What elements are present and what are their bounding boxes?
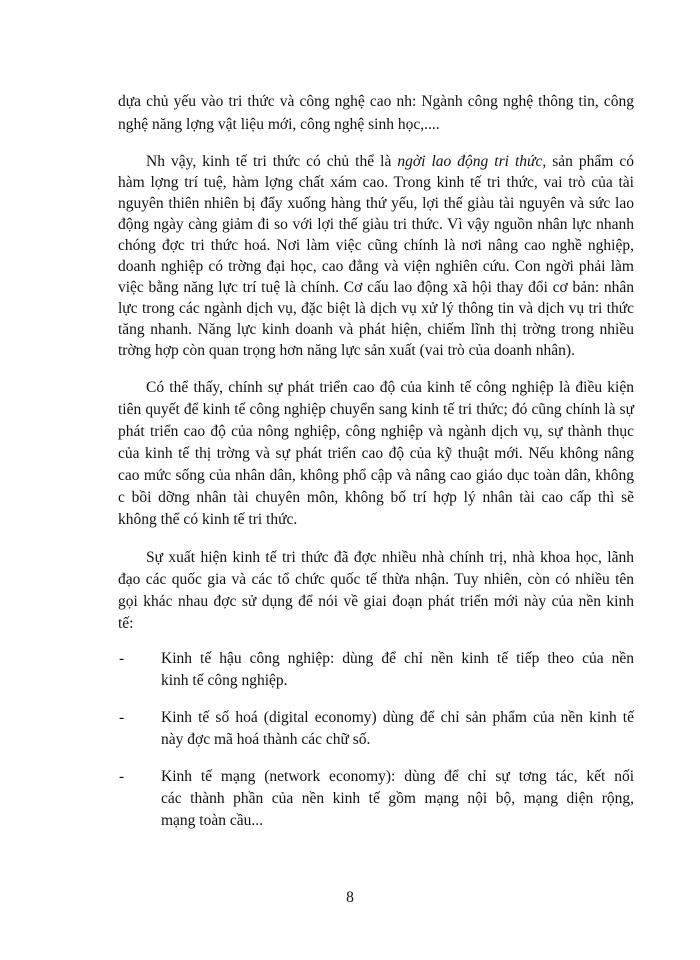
bullet-item-line: Kinh tế số hoá (digital economy) dùng để chỉ sản phẩm của nền kinh tế (161, 709, 634, 726)
paragraph-development-line: tiên quyết để kinh tế công nghiệp chuyển sang kinh tế tri thức; đó cũng chính là sự (118, 401, 634, 418)
knowledge-worker-emphasis: ngời lao động tri thức (397, 153, 543, 170)
paragraph-knowledge-line: động ngày càng giảm đi so với lợi thế giàu tri thức. Vì vậy nguồn nhân lực nhanh (118, 216, 634, 233)
paragraph-intro-line: dựa chủ yếu vào tri thức và công nghệ cao nh: Ngành công nghệ thông tin, công (118, 93, 634, 110)
bullet-marker: - (119, 709, 125, 726)
paragraph-knowledge-prefix: Nh vậy, kinh tế tri thức có chủ thể là (146, 153, 398, 170)
paragraph-development-line: cao mức sống của nhân dân, không phổ cập và nâng cao giáo dục toàn dân, không (118, 467, 634, 484)
paragraph-knowledge-line: tăng nhanh. Năng lực kinh doanh và phát hiện, chiếm lĩnh thị trờng trong nhiều (118, 321, 634, 338)
paragraph-development-line: Có thể thấy, chính sự phát triển cao độ của kinh tế công nghiệp là điều kiện (146, 379, 634, 396)
paragraph-development-line: của kinh tế thị trờng và sự phát triển cao độ của kỹ thuật mới. Nếu không nâng (118, 445, 634, 462)
paragraph-names-line: gọi khác nhau đợc sử dụng để nói về giai đoạn phát triển mới này của nền kinh (118, 593, 634, 610)
paragraph-names-line: Sự xuất hiện kinh tế tri thức đã đợc nhiều nhà chính trị, nhà khoa học, lãnh (146, 549, 634, 566)
paragraph-knowledge-line: việc bằng năng lực trí tuệ là chính. Cơ cấu lao động xã hội thay đổi cơ bản: nhân (118, 279, 634, 296)
paragraph-intro-line: nghệ năng lợng vật liệu mới, công nghệ sinh học,.... (118, 116, 440, 133)
paragraph-development-line: c bồi dỡng nhân tài chuyên môn, không bố trí hợp lý nhân tài cao cấp thì sẽ (118, 489, 634, 506)
bullet-item-line: mạng toàn cầu... (161, 812, 264, 829)
bullet-item-line: Kinh tế mạng (network economy): dùng để chỉ sự tơng tác, kết nối (161, 768, 634, 785)
paragraph-development-line: không thể có kinh tế tri thức. (118, 511, 298, 528)
bullet-item-line: này đợc mã hoá thành các chữ số. (161, 731, 371, 748)
paragraph-knowledge-line: chóng đợc tri thức hoá. Nơi làm việc cũng chính là nơi nâng cao nghề nghiệp, (118, 237, 634, 254)
bullet-item-line: các thành phần của nền kinh tế gồm mạng nội bộ, mạng diện rộng, (161, 790, 634, 807)
bullet-marker: - (119, 768, 125, 785)
paragraph-knowledge-line: nguyên thiên nhiên bị đẩy xuống hàng thứ yếu, lợi thế giàu tài nguyên và sức lao (118, 195, 634, 212)
paragraph-knowledge-line: hàm lợng trí tuệ, hàm lợng chất xám cao. Trong kinh tế tri thức, vai trò của tài (118, 174, 634, 191)
paragraph-knowledge-suffix: , sản phẩm có (542, 153, 634, 170)
paragraph-names-line: tế: (118, 615, 134, 632)
paragraph-development-line: phát triển cao độ của nông nghiệp, công nghiệp và ngành dịch vụ, sự thành thục (118, 423, 634, 440)
page-number: 8 (346, 889, 354, 906)
paragraph-knowledge-line: trờng hợp còn quan trọng hơn năng lực sản xuất (vai trò của doanh nhân). (118, 342, 575, 359)
bullet-item-line: kinh tế công nghiệp. (161, 672, 288, 689)
bullet-marker: - (119, 650, 125, 667)
paragraph-names-line: đạo các quốc gia và các tổ chức quốc tế thừa nhận. Tuy nhiên, còn có nhiều tên (118, 571, 634, 588)
paragraph-knowledge-line: doanh nghiệp có trờng đại học, cao đẳng và viện nghiên cứu. Con ngời phải làm (118, 258, 634, 275)
paragraph-knowledge-line: lực trong các ngành dịch vụ, đặc biệt là dịch vụ xử lý thông tin và dịch vụ tri thức (118, 300, 634, 317)
bullet-item-line: Kinh tế hậu công nghiệp: dùng để chỉ nền kinh tế tiếp theo của nền (161, 650, 634, 667)
paragraph-knowledge-line (146, 151, 634, 172)
